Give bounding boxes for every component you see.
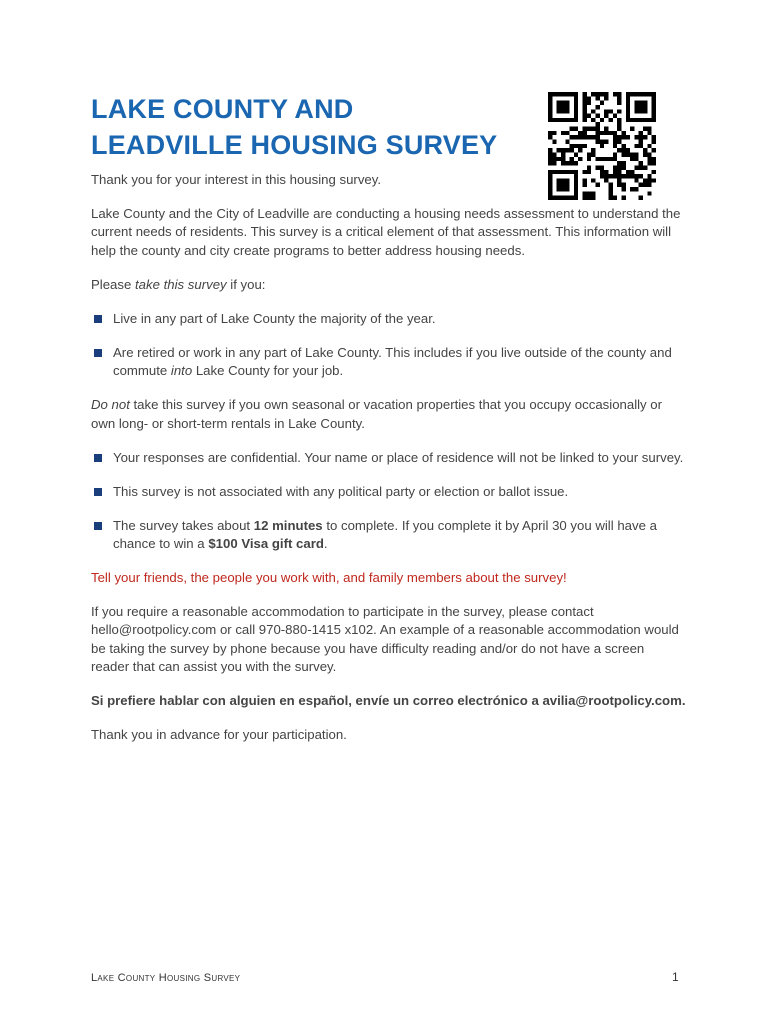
qr-module	[639, 131, 643, 135]
qr-module	[557, 101, 561, 105]
qr-module	[621, 135, 625, 139]
qr-module	[617, 101, 621, 105]
qr-module	[596, 135, 600, 139]
qr-module	[570, 144, 574, 148]
qr-module	[626, 118, 630, 122]
qr-module	[600, 92, 604, 96]
qr-module	[600, 140, 604, 144]
qr-module	[561, 152, 565, 156]
qr-module	[600, 131, 604, 135]
qr-module	[565, 131, 569, 135]
qr-module	[608, 131, 612, 135]
qr-module	[643, 148, 647, 152]
qr-module	[647, 118, 651, 122]
bullet-text: Are retired or work in any part of Lake County. This includes if you live outside of the county and commute	[113, 344, 672, 379]
confidential-text: Your responses are confidential. Your name or place of residence will not be linked to your survey.	[113, 449, 684, 465]
qr-module	[652, 92, 656, 96]
list-item	[91, 344, 686, 381]
qr-module	[548, 131, 552, 135]
qr-module	[548, 152, 552, 156]
qr-module	[574, 135, 578, 139]
qr-module	[561, 148, 565, 152]
qr-module	[617, 127, 621, 131]
qr-module	[608, 109, 612, 113]
qr-module	[570, 161, 574, 165]
qr-module	[565, 140, 569, 144]
qr-module	[634, 101, 638, 105]
qr-module	[574, 118, 578, 122]
qr-module	[626, 152, 630, 156]
qr-module	[613, 152, 617, 156]
qr-module	[643, 135, 647, 139]
qr-module	[552, 118, 556, 122]
qr-module	[587, 135, 591, 139]
qr-module	[578, 135, 582, 139]
qr-module	[552, 131, 556, 135]
qr-module	[548, 96, 552, 100]
eligibility-list	[91, 310, 686, 381]
qr-module	[565, 101, 569, 105]
qr-module	[634, 118, 638, 122]
qr-module	[617, 122, 621, 126]
qr-module	[596, 105, 600, 109]
qr-module	[574, 109, 578, 113]
qr-module	[591, 109, 595, 113]
qr-module	[587, 127, 591, 131]
qr-module	[621, 165, 625, 169]
qr-module	[639, 101, 643, 105]
qr-module	[647, 152, 651, 156]
qr-module	[570, 148, 574, 152]
qr-module	[574, 161, 578, 165]
qr-module	[587, 152, 591, 156]
qr-module	[591, 135, 595, 139]
qr-module	[548, 105, 552, 109]
qr-module	[596, 157, 600, 161]
qr-module	[626, 114, 630, 118]
qr-module	[630, 157, 634, 161]
qr-module	[557, 157, 561, 161]
qr-module	[552, 157, 556, 161]
qr-module	[652, 109, 656, 113]
qr-module	[626, 92, 630, 96]
qr-module	[583, 144, 587, 148]
square-bullet-icon	[94, 315, 102, 323]
info-list	[91, 449, 686, 554]
qr-module	[591, 118, 595, 122]
political-text: This survey is not associated with any political party or election or ballot issue.	[113, 483, 569, 499]
qr-module	[643, 152, 647, 156]
exclusion-paragraph	[91, 396, 686, 433]
footer-label: Lake County Housing Survey	[91, 972, 241, 984]
qr-module	[634, 109, 638, 113]
qr-module	[548, 92, 552, 96]
document-body	[91, 171, 686, 760]
qr-module	[634, 157, 638, 161]
qr-module	[647, 131, 651, 135]
qr-module	[613, 114, 617, 118]
qr-module	[587, 165, 591, 169]
qr-module	[583, 101, 587, 105]
qr-module	[617, 161, 621, 165]
please-emphasis: take this survey	[135, 276, 227, 292]
bullet-text-end: Lake County for your job.	[192, 363, 344, 379]
qr-module	[574, 92, 578, 96]
qr-module	[583, 127, 587, 131]
qr-module	[617, 135, 621, 139]
qr-module	[621, 144, 625, 148]
qr-module	[600, 118, 604, 122]
qr-module	[621, 131, 625, 135]
qr-module	[574, 105, 578, 109]
qr-module	[583, 131, 587, 135]
qr-module	[613, 157, 617, 161]
qr-module	[591, 92, 595, 96]
please-suffix: if you:	[226, 276, 266, 292]
qr-module	[621, 152, 625, 156]
qr-module	[552, 92, 556, 96]
list-item	[91, 517, 686, 554]
qr-module	[578, 157, 582, 161]
qr-module	[552, 152, 556, 156]
qr-module	[626, 96, 630, 100]
qr-module	[621, 148, 625, 152]
qr-module	[574, 114, 578, 118]
qr-module	[600, 144, 604, 148]
qr-module	[600, 157, 604, 161]
duration-mid: to complete. If you complete it by April 30 you will have a chance to win a	[113, 517, 657, 552]
qr-module	[561, 101, 565, 105]
qr-module	[565, 118, 569, 122]
qr-module	[643, 127, 647, 131]
qr-module	[561, 131, 565, 135]
qr-module	[548, 148, 552, 152]
qr-module	[634, 135, 638, 139]
qr-module	[652, 148, 656, 152]
qr-module	[652, 101, 656, 105]
list-item	[91, 310, 686, 328]
qr-module	[634, 144, 638, 148]
qr-module	[604, 114, 608, 118]
closing-paragraph: Thank you in advance for your participation.	[91, 727, 347, 743]
qr-module	[557, 92, 561, 96]
qr-module	[596, 92, 600, 96]
qr-module	[596, 140, 600, 144]
qr-module	[596, 131, 600, 135]
qr-module	[613, 92, 617, 96]
qr-module	[604, 96, 608, 100]
qr-module	[561, 105, 565, 109]
qr-module	[617, 109, 621, 113]
qr-module	[591, 127, 595, 131]
qr-module	[578, 144, 582, 148]
qr-module	[647, 92, 651, 96]
exclusion-text: take this survey if you own seasonal or vacation properties that you occupy occasionally or own long- or short-term rentals in Lake County.	[91, 397, 663, 431]
qr-module	[548, 109, 552, 113]
bullet-text: Live in any part of Lake County the majority of the year.	[113, 310, 436, 326]
qr-module	[574, 101, 578, 105]
eligibility-intro	[91, 276, 686, 294]
qr-module	[604, 131, 608, 135]
qr-module	[570, 118, 574, 122]
qr-module	[578, 131, 582, 135]
qr-module	[639, 92, 643, 96]
qr-module	[552, 140, 556, 144]
qr-module	[596, 165, 600, 169]
qr-module	[630, 118, 634, 122]
qr-module	[617, 165, 621, 169]
qr-module	[643, 118, 647, 122]
qr-module	[652, 140, 656, 144]
qr-module	[557, 109, 561, 113]
qr-module	[617, 92, 621, 96]
qr-module	[621, 161, 625, 165]
qr-module	[561, 109, 565, 113]
qr-module	[617, 118, 621, 122]
page-title	[91, 91, 541, 163]
qr-module	[557, 105, 561, 109]
qr-module	[613, 144, 617, 148]
qr-module	[591, 152, 595, 156]
qr-module	[617, 140, 621, 144]
qr-module	[608, 157, 612, 161]
qr-module	[652, 135, 656, 139]
qr-module	[570, 92, 574, 96]
qr-module	[561, 157, 565, 161]
share-note: Tell your friends, the people you work with, and family members about the survey!	[91, 570, 567, 586]
qr-module	[565, 105, 569, 109]
qr-module	[548, 161, 552, 165]
qr-module	[587, 157, 591, 161]
qr-module	[652, 96, 656, 100]
qr-module	[652, 114, 656, 118]
intro-paragraph: Thank you for your interest in this housing survey.	[91, 172, 382, 187]
qr-module	[565, 109, 569, 113]
qr-module	[630, 92, 634, 96]
qr-module	[561, 161, 565, 165]
qr-module	[583, 135, 587, 139]
qr-module	[557, 148, 561, 152]
qr-module	[626, 109, 630, 113]
duration-bold: 12 minutes	[253, 517, 323, 533]
qr-module	[604, 92, 608, 96]
title-line-1: LAKE COUNTY AND	[91, 94, 354, 124]
qr-module	[626, 135, 630, 139]
qr-module	[639, 144, 643, 148]
qr-module	[561, 118, 565, 122]
qr-module	[639, 109, 643, 113]
qr-module	[643, 101, 647, 105]
qr-module	[574, 96, 578, 100]
qr-module	[574, 127, 578, 131]
qr-module	[604, 157, 608, 161]
qr-module	[630, 127, 634, 131]
qr-module	[626, 105, 630, 109]
qr-module	[600, 101, 604, 105]
qr-module	[634, 152, 638, 156]
square-bullet-icon	[94, 488, 102, 496]
qr-module	[583, 96, 587, 100]
qr-module	[634, 165, 638, 169]
qr-module	[604, 127, 608, 131]
qr-module	[604, 109, 608, 113]
prize-bold: $100 Visa gift card	[208, 536, 324, 552]
list-item	[91, 449, 686, 467]
qr-module	[639, 135, 643, 139]
qr-module	[587, 96, 591, 100]
qr-module	[570, 135, 574, 139]
qr-module	[548, 135, 552, 139]
qr-module	[613, 135, 617, 139]
qr-module	[565, 148, 569, 152]
square-bullet-icon	[94, 454, 102, 462]
qr-module	[626, 148, 630, 152]
qr-module	[565, 161, 569, 165]
qr-module	[647, 157, 651, 161]
qr-module	[583, 92, 587, 96]
qr-module	[639, 165, 643, 169]
spanish-paragraph: Si prefiere hablar con alguien en español, envíe un correo electrónico a avilia@rootpolicy.com.	[91, 693, 686, 709]
qr-module	[583, 105, 587, 109]
qr-module	[570, 127, 574, 131]
qr-module	[548, 157, 552, 161]
square-bullet-icon	[94, 349, 102, 357]
qr-module	[587, 101, 591, 105]
qr-module	[583, 109, 587, 113]
square-bullet-icon	[94, 522, 102, 530]
qr-module	[617, 148, 621, 152]
qr-module	[548, 118, 552, 122]
qr-module	[591, 148, 595, 152]
qr-module	[561, 92, 565, 96]
qr-module	[652, 161, 656, 165]
qr-module	[639, 118, 643, 122]
qr-module	[596, 114, 600, 118]
qr-module	[652, 157, 656, 161]
qr-module	[643, 109, 647, 113]
qr-module	[574, 152, 578, 156]
qr-module	[639, 161, 643, 165]
bullet-emphasis: into	[170, 363, 193, 379]
title-line-2: LEADVILLE HOUSING SURVEY	[91, 130, 498, 160]
qr-module	[634, 92, 638, 96]
qr-module	[596, 96, 600, 100]
qr-module	[604, 140, 608, 144]
qr-module	[630, 152, 634, 156]
qr-module	[643, 105, 647, 109]
qr-module	[583, 114, 587, 118]
qr-module	[626, 101, 630, 105]
qr-module	[596, 127, 600, 131]
accommodation-paragraph: If you require a reasonable accommodation to participate in the survey, please contact hello@rootpolicy.com or call 970-880-1415 x102. An example of a reasonable accommodation would be taking the survey by phone because you have difficulty reading and/or do not have a screen reader that can assist you with the survey.	[91, 604, 679, 675]
qr-module	[643, 165, 647, 169]
qr-module	[639, 105, 643, 109]
qr-module	[548, 114, 552, 118]
qr-module	[617, 96, 621, 100]
qr-module	[639, 140, 643, 144]
qr-module	[613, 165, 617, 169]
qr-module	[565, 92, 569, 96]
qr-module	[652, 105, 656, 109]
please-prefix: Please	[91, 276, 135, 292]
purpose-paragraph: Lake County and the City of Leadville are conducting a housing needs assessment to understand the current needs of residents. This survey is a critical element of that assessment. This information will help the county and city create programs to better address housing needs.	[91, 206, 681, 258]
exclusion-emphasis: Do not	[91, 397, 130, 413]
qr-module	[643, 92, 647, 96]
qr-module	[587, 114, 591, 118]
qr-module	[608, 118, 612, 122]
qr-module	[596, 122, 600, 126]
qr-module	[578, 148, 582, 152]
page-number: 1	[672, 970, 679, 984]
qr-module	[548, 101, 552, 105]
duration-end: .	[323, 536, 328, 552]
qr-module	[647, 127, 651, 131]
qr-module	[634, 105, 638, 109]
duration-text: The survey takes about	[113, 517, 254, 533]
qr-module	[652, 118, 656, 122]
list-item	[91, 483, 686, 501]
qr-module	[583, 118, 587, 122]
qr-module	[570, 157, 574, 161]
qr-module	[574, 144, 578, 148]
qr-module	[600, 165, 604, 169]
qr-module	[647, 144, 651, 148]
qr-module	[613, 131, 617, 135]
qr-module	[647, 161, 651, 165]
qr-module	[557, 118, 561, 122]
qr-module	[613, 140, 617, 144]
qr-module	[552, 161, 556, 165]
